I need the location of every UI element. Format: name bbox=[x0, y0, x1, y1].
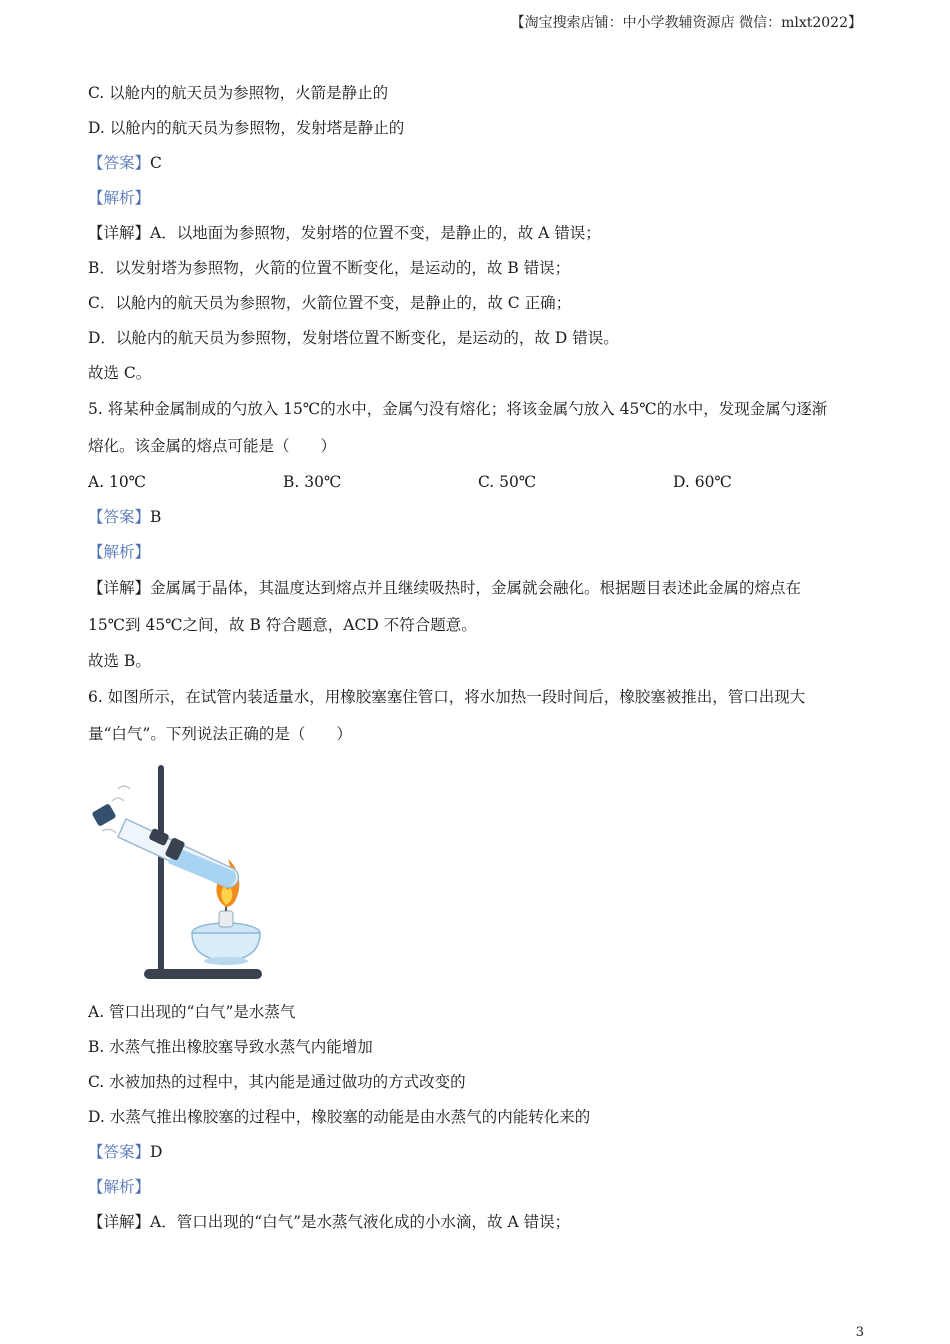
q5-option-b: B. 30℃ bbox=[283, 473, 342, 491]
detail-tag: 【详解】 bbox=[88, 579, 151, 597]
answer-value: D bbox=[150, 1143, 163, 1161]
detail-text: 金属属于晶体，其温度达到熔点并且继续吸热时，金属就会融化。根据题目表述此金属的熔点在 bbox=[150, 579, 802, 597]
q5-answer-row bbox=[88, 500, 868, 535]
detail-text: A．管口出现的“白气”是水蒸气液化成的小水滴，故 A 错误； bbox=[150, 1213, 571, 1231]
answer-tag: 【答案】 bbox=[88, 154, 151, 172]
q6-answer-row bbox=[88, 1135, 868, 1170]
q5-option-a: A. 10℃ bbox=[88, 473, 147, 491]
q5-detail-line2: 15℃到 45℃之间，故 B 符合题意，ACD 不符合题意。 bbox=[88, 616, 477, 634]
header-note: 【淘宝搜索店铺：中小学教辅资源店 微信：mlxt2022】 bbox=[510, 15, 862, 31]
detail-text: A．以地面为参照物，发射塔的位置不变，是静止的，故 A 错误； bbox=[150, 224, 601, 242]
q6-option-d: D. 水蒸气推出橡胶塞的过程中，橡胶塞的动能是由水蒸气的内能转化来的 bbox=[88, 1108, 591, 1126]
q4-detail-c: C．以舱内的航天员为参照物，火箭位置不变，是静止的，故 C 正确； bbox=[88, 294, 572, 312]
q5-option-c: C. 50℃ bbox=[478, 473, 537, 491]
detail-tag: 【详解】 bbox=[88, 224, 151, 242]
detail-tag: 【详解】 bbox=[88, 1213, 151, 1231]
q6-option-c: C. 水被加热的过程中，其内能是通过做功的方式改变的 bbox=[88, 1073, 466, 1091]
q5-conclusion: 故选 B。 bbox=[88, 652, 151, 670]
q5-detail-line1 bbox=[88, 570, 868, 607]
stand-rod bbox=[158, 765, 164, 975]
q4-answer-row bbox=[88, 146, 868, 181]
q4-detail-d: D．以舱内的航天员为参照物，发射塔位置不断变化，是运动的，故 D 错误。 bbox=[88, 329, 619, 347]
page-content bbox=[88, 76, 868, 1240]
q6-stem-line2: 量“白气”。下列说法正确的是（ ） bbox=[88, 725, 352, 743]
answer-value: B bbox=[150, 508, 162, 526]
q4-option-c: C. 以舱内的航天员为参照物，火箭是静止的 bbox=[88, 84, 389, 102]
q6-option-a: A. 管口出现的“白气”是水蒸气 bbox=[88, 1003, 296, 1021]
q6-detail-a bbox=[88, 1205, 868, 1240]
alcohol-lamp bbox=[192, 905, 260, 965]
test-tube-heating-figure bbox=[88, 761, 278, 989]
q4-detail-a bbox=[88, 216, 868, 251]
q5-stem-line2: 熔化。该金属的熔点可能是（ ） bbox=[88, 437, 337, 455]
rubber-stopper bbox=[91, 803, 116, 827]
answer-tag: 【答案】 bbox=[88, 1143, 151, 1161]
q6-option-b: B. 水蒸气推出橡胶塞导致水蒸气内能增加 bbox=[88, 1038, 373, 1056]
page-number: 3 bbox=[855, 1325, 864, 1340]
q5-analysis-tag: 【解析】 bbox=[88, 543, 151, 561]
answer-value: C bbox=[150, 154, 162, 172]
answer-tag: 【答案】 bbox=[88, 508, 151, 526]
q5-options bbox=[88, 465, 868, 500]
q4-analysis-tag: 【解析】 bbox=[88, 189, 151, 207]
lab-apparatus-illustration bbox=[88, 761, 278, 989]
q6-analysis-tag: 【解析】 bbox=[88, 1178, 151, 1196]
q5-option-d: D. 60℃ bbox=[673, 473, 732, 491]
q4-conclusion: 故选 C。 bbox=[88, 364, 152, 382]
q5-stem-line1: 5. 将某种金属制成的勺放入 15℃的水中，金属勺没有熔化；将该金属勺放入 45℃的水中，发现金属勺逐渐 bbox=[88, 400, 828, 418]
q4-option-d: D. 以舱内的航天员为参照物，发射塔是静止的 bbox=[88, 119, 405, 137]
q4-detail-b: B．以发射塔为参照物，火箭的位置不断变化，是运动的，故 B 错误； bbox=[88, 259, 571, 277]
q6-stem-line1: 6. 如图所示，在试管内装适量水，用橡胶塞塞住管口，将水加热一段时间后，橡胶塞被推出，管口出现大 bbox=[88, 688, 806, 706]
